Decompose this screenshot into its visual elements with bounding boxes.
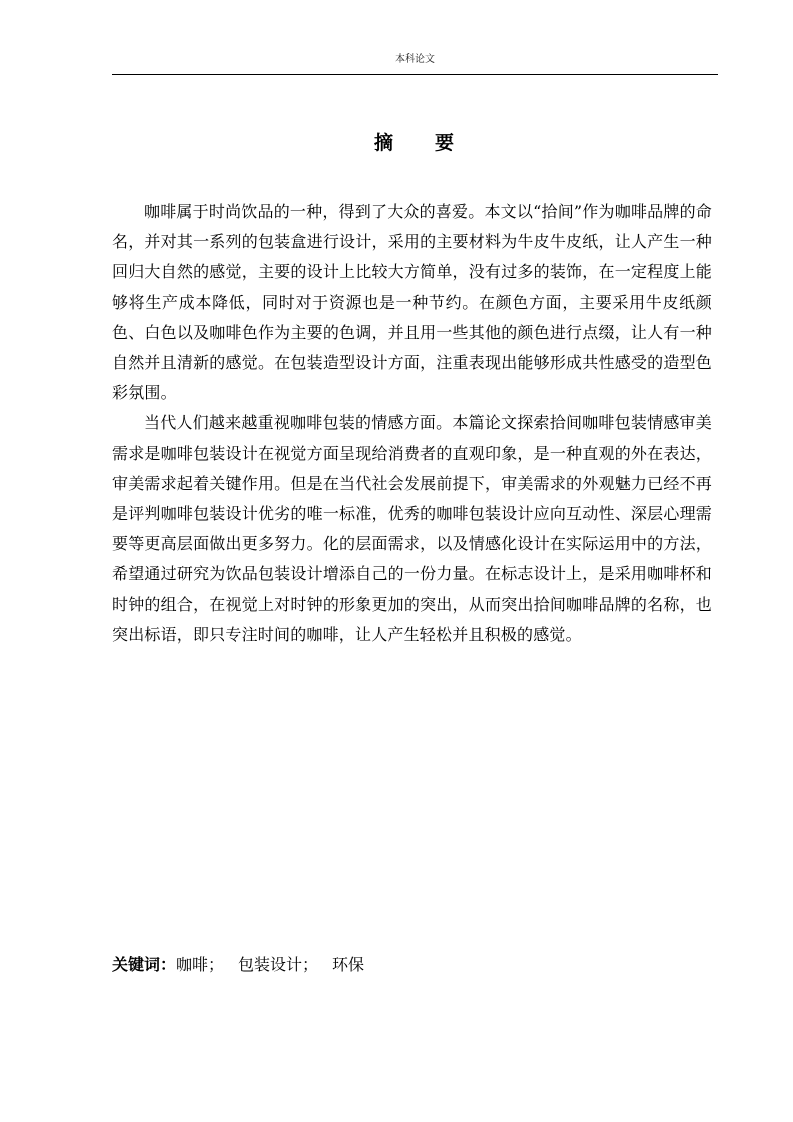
page-header: [112, 52, 718, 75]
keyword-item: 环保: [332, 955, 365, 974]
abstract-body: [112, 197, 712, 650]
keyword-item: 咖啡；: [176, 955, 225, 974]
keywords-line: [112, 950, 718, 980]
abstract-paragraph-1: 咖啡属于时尚饮品的一种，得到了大众的喜爱。本文以“拾间”作为咖啡品牌的命名，并对其一系列的包装盒进行设计，采用的主要材料为牛皮牛皮纸，让人产生一种回归大自然的感觉，主要的设计上比较大方简单，没有过多的装饰，在一定程度上能够将生产成本降低，同时对于资源也是一种节约。在颜色方面，主要采用牛皮纸颜色、白色以及咖啡色作为主要的色调，并且用一些其他的颜色进行点缀，让人有一种自然并且清新的感觉。在包装造型设计方面，注重表现出能够形成共性感受的造型色彩氛围。: [112, 202, 712, 403]
keywords-label: 关键词：: [112, 955, 177, 974]
abstract-title: [112, 128, 718, 158]
title-char-2: 要: [435, 132, 457, 154]
title-char-1: 摘: [373, 132, 395, 154]
keyword-item: 包装设计；: [238, 955, 319, 974]
abstract-paragraph-2: 当代人们越来越重视咖啡包装的情感方面。本篇论文探索拾间咖啡包装情感审美需求是咖啡包装设计在视觉方面呈现给消费者的直观印象，是一种直观的外在表达，审美需求起着关键作用。但是在当代社会发展前提下，审美需求的外观魅力已经不再是评判咖啡包装设计优劣的唯一标准，优秀的咖啡包装设计应向互动性、深层心理需要等更高层面做出更多努力。化的层面需求，以及情感化设计在实际运用中的方法，希望通过研究为饮品包装设计增添自己的一份力量。在标志设计上，是采用咖啡杯和时钟的组合，在视觉上对时钟的形象更加的突出，从而突出拾间咖啡品牌的名称，也突出标语，即只专注时间的咖啡，让人产生轻松并且积极的感觉。: [112, 413, 712, 644]
header-text: 本科论文: [395, 54, 435, 65]
